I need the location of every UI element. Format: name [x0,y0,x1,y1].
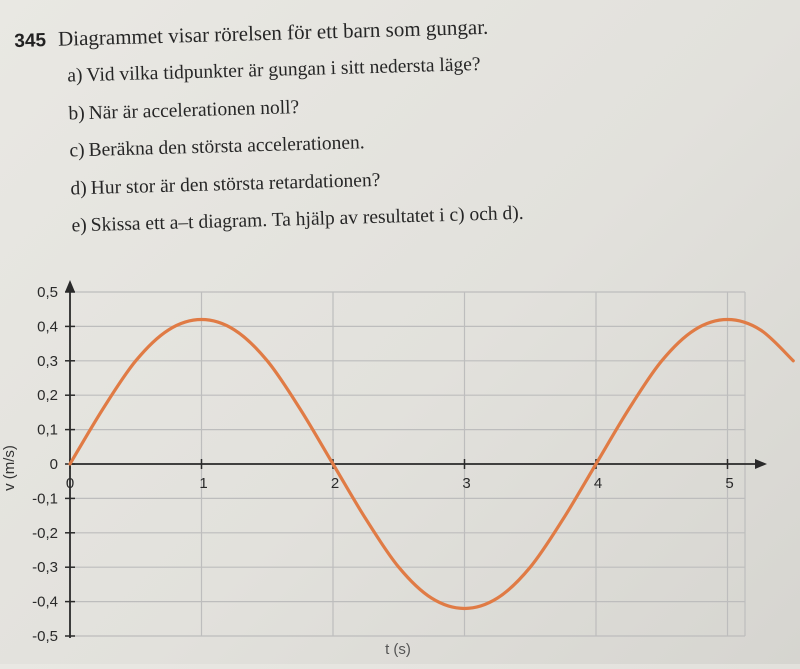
y-tick-label: -0,1 [32,490,58,508]
question-list [67,38,780,245]
x-axis-arrow-icon [755,459,767,469]
question-text: När är accelerationen noll? [88,96,300,124]
y-tick-label: 0,2 [37,387,58,405]
y-tick-label: -0,2 [32,524,58,542]
x-tick-label: 5 [725,475,734,492]
y-axis-label: v (m/s) [1,445,18,491]
y-tick-label: 0,3 [37,352,58,370]
question-letter: c) [69,140,85,162]
question-letter: e) [71,215,87,237]
question-text: Hur stor är den största retardationen? [90,169,381,199]
y-tick-label: -0,3 [32,559,58,577]
y-axis-arrow-icon [65,280,75,292]
y-tick-label: 0,4 [37,318,58,336]
y-tick-label: -0,5 [32,628,58,645]
question-text: Skissa ett a–t diagram. Ta hjälp av resultatet i c) och d). [90,202,524,236]
velocity-time-chart [0,280,800,664]
x-tick-label: 4 [593,475,603,492]
y-tick-label: -0,4 [32,593,58,611]
question-letter: b) [68,102,85,125]
question-letter: a) [67,65,83,87]
question-text: Beräkna den största accelerationen. [88,132,365,161]
question-letter: d) [70,177,88,199]
y-tick-label: 0 [49,456,58,473]
y-tick-label: 0,1 [37,421,58,439]
problem-345 [14,7,780,247]
x-tick-label: 0 [65,475,75,492]
x-tick-label: 1 [199,475,208,492]
chart-svg [0,280,800,664]
x-tick-label: 2 [330,475,340,492]
problem-number: 345 [14,30,47,52]
x-axis-label: t (s) [385,641,411,658]
x-tick-label: 3 [462,475,471,492]
problem-intro: Diagrammet visar rörelsen för ett barn som gungar. [57,14,489,51]
y-tick-label: 0,5 [37,284,58,301]
question-text: Vid vilka tidpunkter är gungan i sitt nedersta läge? [86,53,481,86]
